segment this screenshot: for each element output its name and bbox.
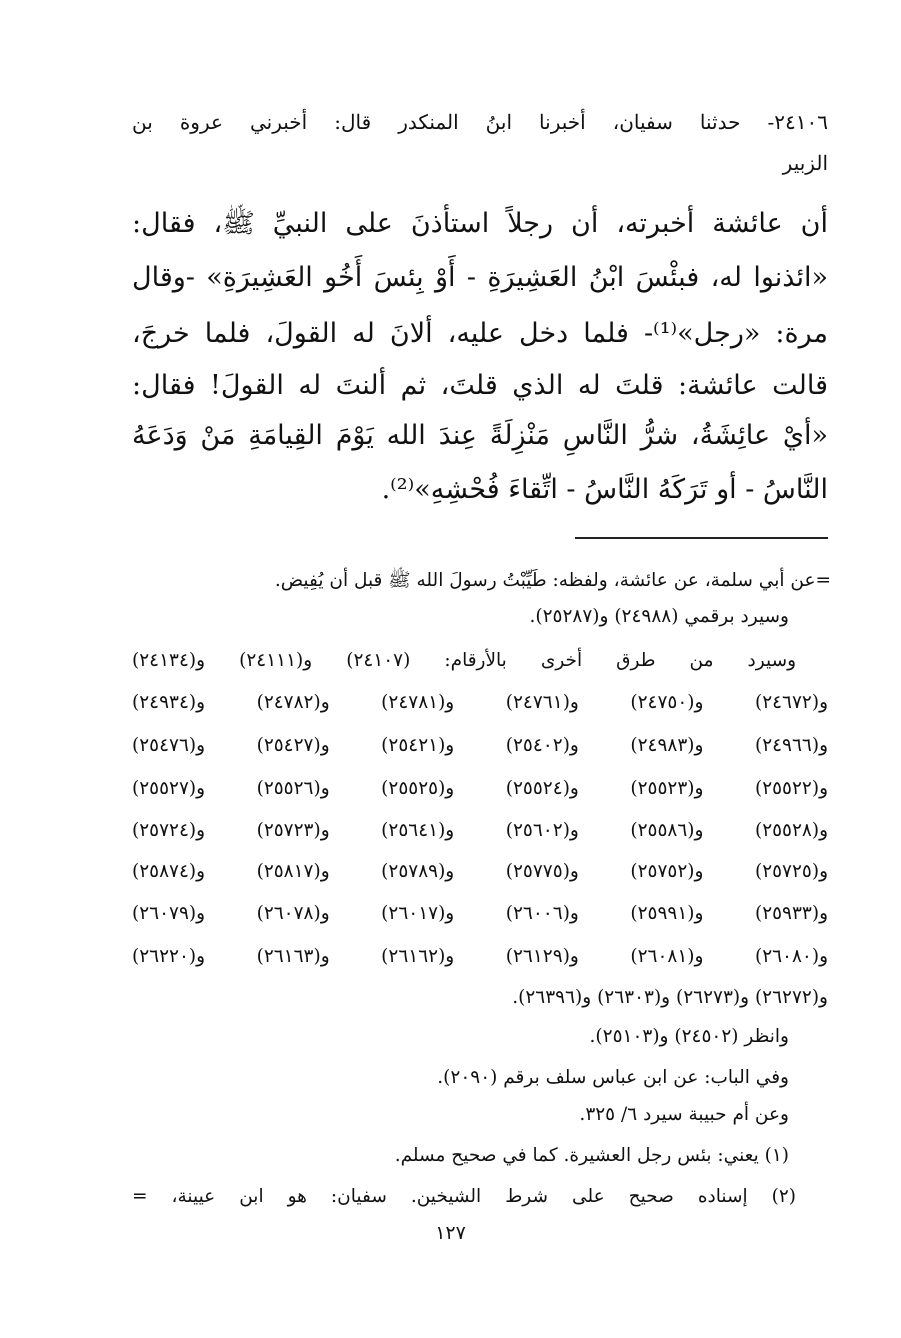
hadith-matn-line: النَّاسُ - أو تَرَكَهُ النَّاسُ - اتِّقاءَ فُحْشِهِ»⁽²⁾. <box>381 474 828 505</box>
hadith-isnad-line-1: ٢٤١٠٦- حدثنا سفيان، أخبرنا ابنُ المنكدر قال: أخبرني عروة بن <box>132 110 829 134</box>
footnote-line: و(٢٥٩٣٣) و(٢٥٩٩١) و(٢٦٠٠٦) و(٢٦٠١٧) و(٢٦٠٧٨) و(٢٦٠٧٩) <box>132 903 829 924</box>
page-number: ١٢٧ <box>435 1222 466 1244</box>
footnote-line: و(٢٥٧٢٥) و(٢٥٧٥٢) و(٢٥٧٧٥) و(٢٥٧٨٩) و(٢٥٨١٧) و(٢٥٨٧٤) <box>132 861 829 882</box>
footnote-line: و(٢٦٠٨٠) و(٢٦٠٨١) و(٢٦١٢٩) و(٢٦١٦٢) و(٢٦١٦٣) و(٢٦٢٢٠) <box>132 946 829 967</box>
hadith-matn-line: أن عائشة أخبرته، أن رجلاً استأذنَ على النبيِّ ﷺ، فقال: <box>132 208 828 239</box>
footnote-line: وعن أم حبيبة سيرد ٦/ ٣٢٥. <box>579 1104 789 1125</box>
footnote-line: وسيرد برقمي (٢٤٩٨٨) و(٢٥٢٨٧). <box>529 606 789 627</box>
footnote-line: و(٢٥٥٢٨) و(٢٥٥٨٦) و(٢٥٦٠٢) و(٢٥٦٤١) و(٢٥٧٢٣) و(٢٥٧٢٤) <box>132 820 829 841</box>
footnote-line: وانظر (٢٤٥٠٢) و(٢٥١٠٣). <box>589 1026 789 1047</box>
footnote-line: وسيرد من طرق أخرى بالأرقام: (٢٤١٠٧) و(٢٤١١١) و(٢٤١٣٤) <box>132 650 797 671</box>
footnote-1: (١) يعني: بئس رجل العشيرة. كما في صحيح مسلم. <box>394 1145 789 1166</box>
footnote-line: =عن أبي سلمة، عن عائشة، ولفظه: طَيِّبْتُ رسولَ الله ﷺ قبل أن يُفِيض. <box>274 570 831 591</box>
footnote-line: و(٢٦٢٧٢) و(٢٦٢٧٣) و(٢٦٣٠٣) و(٢٦٣٩٦). <box>512 987 828 1008</box>
hadith-matn-line: «أيْ عائِشَةُ، شرُّ النَّاسِ مَنْزِلَةً عِندَ الله يَوْمَ القِيامَةِ مَنْ وَدَعَهُ <box>132 420 828 451</box>
footnote-line: وفي الباب: عن ابن عباس سلف برقم (٢٠٩٠). <box>437 1067 789 1088</box>
hadith-isnad-line-2: الزبير <box>782 151 828 175</box>
hadith-matn-line: قالت عائشة: قلتَ له الذي قلتَ، ثم ألنتَ له القولَ! فقال: <box>132 370 828 401</box>
footnote-line: و(٢٤٦٧٢) و(٢٤٧٥٠) و(٢٤٧٦١) و(٢٤٧٨١) و(٢٤٧٨٢) و(٢٤٩٣٤) <box>132 692 829 713</box>
hadith-matn-line: «ائذنوا له، فبئْسَ ابْنُ العَشِيرَةِ - أَوْ بِئسَ أَخُو العَشِيرَةِ» -وقال <box>132 262 828 293</box>
footnote-2: (٢) إسناده صحيح على شرط الشيخين. سفيان: هو ابن عيينة، = <box>132 1186 796 1207</box>
footnote-line: و(٢٤٩٦٦) و(٢٤٩٨٣) و(٢٥٤٠٢) و(٢٥٤٢١) و(٢٥٤٢٧) و(٢٥٤٧٦) <box>132 735 829 756</box>
footnote-separator <box>575 537 828 539</box>
hadith-matn-line: مرة: «رجل»⁽¹⁾- فلما دخل عليه، ألانَ له القولَ، فلما خرجَ، <box>132 318 829 349</box>
footnote-line: و(٢٥٥٢٢) و(٢٥٥٢٣) و(٢٥٥٢٤) و(٢٥٥٢٥) و(٢٥٥٢٦) و(٢٥٥٢٧) <box>132 778 829 799</box>
